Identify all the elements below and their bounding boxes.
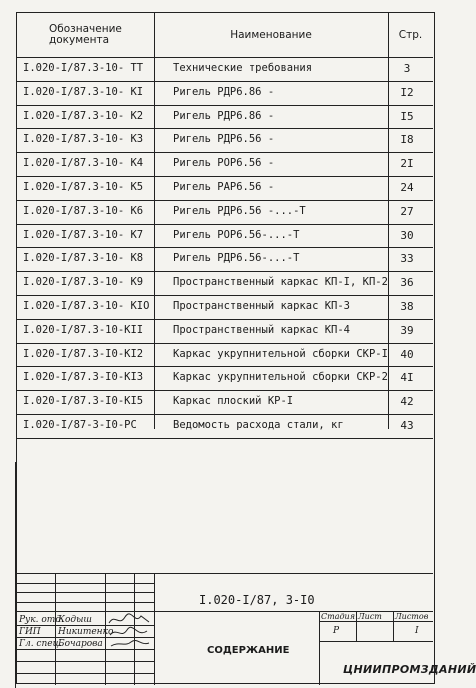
document-title: СОДЕРЖАНИЕ — [207, 645, 290, 656]
role-1: Рук. отд. — [19, 615, 64, 625]
sheets-label: Листов — [395, 612, 429, 621]
title-block-top — [17, 573, 433, 574]
header-page-label: Стр. — [398, 28, 423, 41]
page-number: 3 — [403, 62, 411, 75]
header-designation-label: Обозначение документа — [49, 23, 122, 46]
tb-stage-line — [319, 621, 433, 622]
table-row — [17, 224, 433, 248]
document-code: I.020-I/87, 3-I0 — [199, 593, 315, 607]
document-name: Каркас плоский КР-I — [173, 395, 294, 408]
tb-sheets-divider — [393, 611, 394, 641]
document-name: Ведомость расхода стали, кг — [173, 419, 344, 431]
page-number: 27 — [400, 204, 414, 218]
document-name: Пространственный каркас КП-I, КП-2 — [173, 276, 388, 289]
page-number: I5 — [400, 109, 414, 123]
document-name: Ригель РДР6.56 - — [173, 133, 275, 146]
row-divider — [17, 438, 433, 439]
document-designation: I.020-I/87.3-10- К6 — [23, 204, 144, 217]
person-1: Кодыш — [58, 615, 92, 625]
document-name: Пространственный каркас КП-4 — [173, 323, 351, 336]
page-number: I8 — [400, 133, 414, 147]
stage-label: Стадия — [321, 612, 355, 621]
person-2: Никитенко — [58, 627, 114, 637]
table-row — [17, 128, 433, 152]
table-row — [17, 152, 433, 176]
document-designation: I.020-I/87.3-I0-КI3 — [23, 371, 144, 384]
document-designation: I.020-I/87.3-I0-КI5 — [23, 395, 144, 408]
person-3: Бочарова — [58, 639, 103, 649]
sheets-value: I — [415, 626, 419, 636]
role-3: Гл. спец. — [19, 639, 62, 649]
document-designation: I.020-I/87-3-I0-РС — [23, 419, 137, 431]
page-number: 38 — [400, 300, 414, 313]
stage-value: Р — [333, 626, 340, 636]
document-designation: I.020-I/87.3-10- КIO — [23, 300, 150, 312]
document-designation: I.020-I/87.3-10- К8 — [23, 252, 144, 265]
table-row — [17, 176, 433, 200]
document-name: Ригель РДР6.56 -...-Т — [173, 204, 306, 217]
document-designation: I.020-I/87.3-10- К7 — [23, 228, 144, 241]
page-number: 30 — [400, 228, 414, 242]
header-name-label: Наименование — [230, 28, 312, 41]
table-row — [17, 81, 433, 105]
header-name — [154, 13, 388, 57]
document-name: Ригель РАР6.56 - — [173, 181, 275, 193]
table-row — [17, 271, 433, 295]
page-number: 2I — [400, 157, 414, 171]
title-block-divider-v1 — [154, 573, 155, 685]
organization-stamp: ЦНИИПРОМЗДАНИЙ — [343, 663, 476, 676]
table-row — [17, 414, 433, 438]
page-number: 24 — [400, 181, 414, 194]
document-designation: I.020-I/87.3-10- К5 — [23, 181, 144, 193]
tb-grid-line-v — [55, 573, 56, 685]
page-number: 43 — [400, 419, 414, 432]
document-name: Пространственный каркас КП-3 — [173, 300, 351, 312]
sheet-label: Лист — [358, 612, 382, 621]
table-row — [17, 390, 433, 414]
table-row — [17, 366, 433, 390]
document-name: Ригель РДР6.56-...-Т — [173, 252, 300, 265]
document-designation: I.020-I/87.3-10- К3 — [23, 133, 144, 146]
document-name: Технические требования — [173, 62, 313, 74]
table-row — [17, 200, 433, 224]
signatures — [107, 613, 153, 649]
document-name: Ригель РОР6.56-...-Т — [173, 228, 300, 241]
document-designation: I.020-I/87.3-10-КII — [23, 323, 144, 336]
document-designation: I.020-I/87.3-10- ТТ — [23, 62, 144, 74]
document-name: Каркас укрупнительной сборки СКР-I — [173, 347, 388, 360]
document-name: Ригель РДР6.86 - — [173, 109, 275, 122]
page-number: 39 — [400, 323, 414, 337]
tb-stage-divider — [319, 611, 320, 685]
document-sheet — [16, 12, 476, 684]
table-row — [17, 105, 433, 129]
role-2: ГИП — [19, 627, 41, 637]
table-row — [17, 57, 433, 81]
page-number: 33 — [400, 252, 414, 266]
page-number: 36 — [400, 276, 414, 290]
document-designation: I.020-I/87.3-I0-КI2 — [23, 347, 144, 360]
table-row — [17, 343, 433, 367]
document-name: Ригель РДР6.86 - — [173, 85, 275, 98]
tb-sheet-divider — [356, 611, 357, 641]
header-designation — [49, 13, 149, 57]
page-number: 40 — [400, 347, 414, 361]
document-name: Ригель РОР6.56 - — [173, 157, 275, 170]
title-block-code-divider — [154, 611, 433, 612]
document-designation: I.020-I/87.3-10- К2 — [23, 109, 144, 122]
table-row — [17, 319, 433, 343]
page-number: I2 — [400, 85, 414, 99]
document-designation: I.020-I/87.3-10- К9 — [23, 276, 144, 289]
document-name: Каркас укрупнительной сборки СКР-2 — [173, 371, 388, 384]
table-row — [17, 247, 433, 271]
binding-strip — [0, 462, 16, 688]
tb-org-line — [319, 641, 433, 642]
page-number: 42 — [400, 395, 414, 409]
document-designation: I.020-I/87.3-10- К4 — [23, 157, 144, 170]
page-number: 4I — [400, 371, 414, 385]
document-designation: I.020-I/87.3-10- КI — [23, 85, 144, 98]
table-row — [17, 295, 433, 319]
header-page — [388, 13, 433, 57]
